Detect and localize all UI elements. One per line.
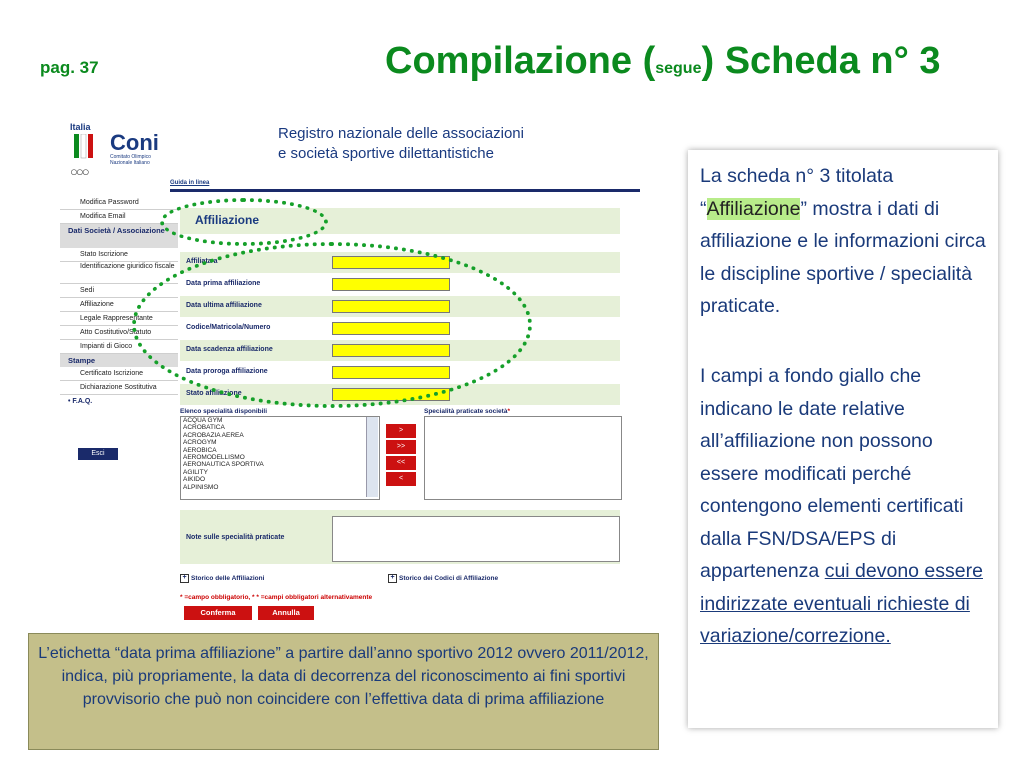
- required-star: *: [507, 408, 510, 415]
- move-all-left-button[interactable]: <<: [386, 456, 416, 470]
- sidebar-item-legale[interactable]: Legale Rappresentante: [60, 312, 178, 326]
- guide-link[interactable]: Guida in linea: [170, 180, 210, 186]
- info-p2-start: I campi a fondo giallo che indicano le date relative all’affiliazione non possono essere modificati perché contengono elementi certificati dalla FSN/DSA/EPS di appartenenza: [700, 365, 964, 582]
- notes-area: [180, 510, 620, 564]
- sidebar-item-password[interactable]: Modifica Password: [60, 196, 178, 210]
- highlight-ellipse-fields: [132, 242, 532, 408]
- logo-brand: Coni: [110, 130, 159, 155]
- sidebar-item-impianti[interactable]: Impianti di Gioco: [60, 340, 178, 354]
- shield-icon: [72, 134, 102, 160]
- title-small: segue: [655, 60, 702, 77]
- info-p1-start: La scheda n° 3 titolata “: [700, 165, 894, 220]
- required-fields-note: * =campo obbligatorio, * * =campi obbligatori alternativamente: [180, 594, 373, 601]
- registry-title-line2: e società sportive dilettantistiche: [278, 145, 494, 162]
- list-item[interactable]: ALPINISMO: [183, 483, 219, 491]
- sidebar-item-email[interactable]: Modifica Email: [60, 210, 178, 224]
- caption-text: L’etichetta “data prima affiliazione” a partire dall’anno sportivo 2012 ovvero 2011/2012, indica, più propriamente, la data di decorrenza del riconoscimento ai fini sportivi provvisorio che può non coincidere con l’effettiva data di prima affiliazione: [38, 645, 649, 708]
- field-label: Data scadenza affiliazione: [186, 346, 273, 353]
- title-end: ) Scheda n° 3: [701, 40, 941, 82]
- plus-icon: +: [388, 574, 397, 583]
- list-item[interactable]: AERONAUTICA SPORTIVA: [183, 461, 264, 469]
- move-all-right-button[interactable]: >>: [386, 440, 416, 454]
- highlight-ellipse-title: [160, 198, 328, 246]
- list-item[interactable]: ACROBATICA: [183, 424, 225, 432]
- sidebar-item-affiliazione[interactable]: Affiliazione: [60, 298, 178, 312]
- field-label: Affiliata a: [186, 258, 218, 265]
- confirm-button[interactable]: Conferma: [184, 606, 252, 620]
- logo-subtitle: Comitato Olimpico Nazionale Italiano: [110, 154, 151, 166]
- list-item[interactable]: AIKIDO: [183, 476, 206, 484]
- field-label: Stato affiliazione: [186, 390, 242, 397]
- registry-title-line1: Registro nazionale delle associazioni: [278, 125, 524, 142]
- title-main: Compilazione (: [385, 40, 656, 82]
- info-paragraph-2: [700, 360, 995, 653]
- available-specialities-label: Elenco specialità disponibili: [180, 408, 268, 415]
- list-item[interactable]: ACROBAZIA AEREA: [183, 431, 244, 439]
- affiliation-history-toggle[interactable]: [180, 574, 264, 583]
- move-left-button[interactable]: <: [386, 472, 416, 486]
- header-divider: [170, 189, 640, 192]
- practiced-specialities-list[interactable]: [424, 416, 622, 500]
- sidebar-item-sedi[interactable]: Sedi: [60, 284, 178, 298]
- notes-textarea[interactable]: [332, 516, 620, 562]
- list-item[interactable]: AEROMODELLISMO: [183, 454, 245, 462]
- registry-title: [278, 124, 524, 164]
- list-item[interactable]: AEROBICA: [183, 446, 217, 454]
- sidebar-section-dati: Dati Società / Associazione: [60, 224, 178, 248]
- list-item[interactable]: ACQUA GYM: [183, 417, 223, 424]
- caption-box: [28, 633, 659, 750]
- logo-country: Italia: [70, 122, 91, 132]
- sidebar-item-stato[interactable]: Stato Iscrizione: [60, 248, 178, 262]
- sidebar-item-certificato[interactable]: Certificato Iscrizione: [60, 367, 178, 381]
- sidebar-item-atto[interactable]: Atto Costitutivo/Statuto: [60, 326, 178, 340]
- history-label: Storico delle Affiliazioni: [191, 575, 265, 583]
- olympic-rings-icon: ○○○: [70, 164, 88, 179]
- info-text-box: [688, 150, 998, 728]
- cancel-button[interactable]: Annulla: [258, 606, 314, 620]
- slide-title: [385, 40, 941, 83]
- section-title: Affiliazione: [195, 213, 260, 227]
- info-paragraph-1: [700, 160, 990, 323]
- field-label: Codice/Matricola/Numero: [186, 324, 271, 331]
- practiced-label-text: Specialità praticate società: [424, 408, 508, 415]
- move-right-button[interactable]: >: [386, 424, 416, 438]
- available-specialities-list[interactable]: [180, 416, 380, 500]
- practiced-specialities-label: [424, 408, 510, 415]
- history-label: Storico dei Codici di Affiliazione: [399, 575, 499, 583]
- sidebar-item-dichiarazione[interactable]: Dichiarazione Sostitutiva: [60, 381, 178, 395]
- transfer-buttons: [386, 424, 416, 488]
- highlighted-term: Affiliazione: [706, 197, 801, 220]
- sidebar-item-identificazione[interactable]: Identificazione giuridico fiscale: [60, 262, 178, 284]
- field-label: Data prima affiliazione: [186, 280, 261, 287]
- info-p1-end: ” mostra i dati di affiliazione e le informazioni circa le discipline sportive / specialità praticate.: [700, 197, 986, 317]
- specialities-area: [180, 408, 620, 504]
- list-item[interactable]: AGILITY: [183, 468, 208, 476]
- coni-logo: [64, 116, 174, 180]
- plus-icon: +: [180, 574, 189, 583]
- code-history-toggle[interactable]: [388, 574, 498, 583]
- field-label: Data proroga affiliazione: [186, 368, 268, 375]
- underlined-text: cui devono essere indirizzate eventuali richieste di variazione/correzione.: [700, 560, 983, 647]
- notes-label: Note sulle specialità praticate: [186, 534, 285, 541]
- sidebar-section-stampe: Stampe: [60, 354, 178, 367]
- list-scrollbar[interactable]: [366, 417, 378, 497]
- page-number: pag. 37: [40, 58, 99, 77]
- exit-button[interactable]: Esci: [78, 448, 118, 460]
- sidebar-item-faq[interactable]: • F.A.Q.: [68, 398, 93, 405]
- list-item[interactable]: ACROGYM: [183, 439, 217, 447]
- field-label: Data ultima affiliazione: [186, 302, 262, 309]
